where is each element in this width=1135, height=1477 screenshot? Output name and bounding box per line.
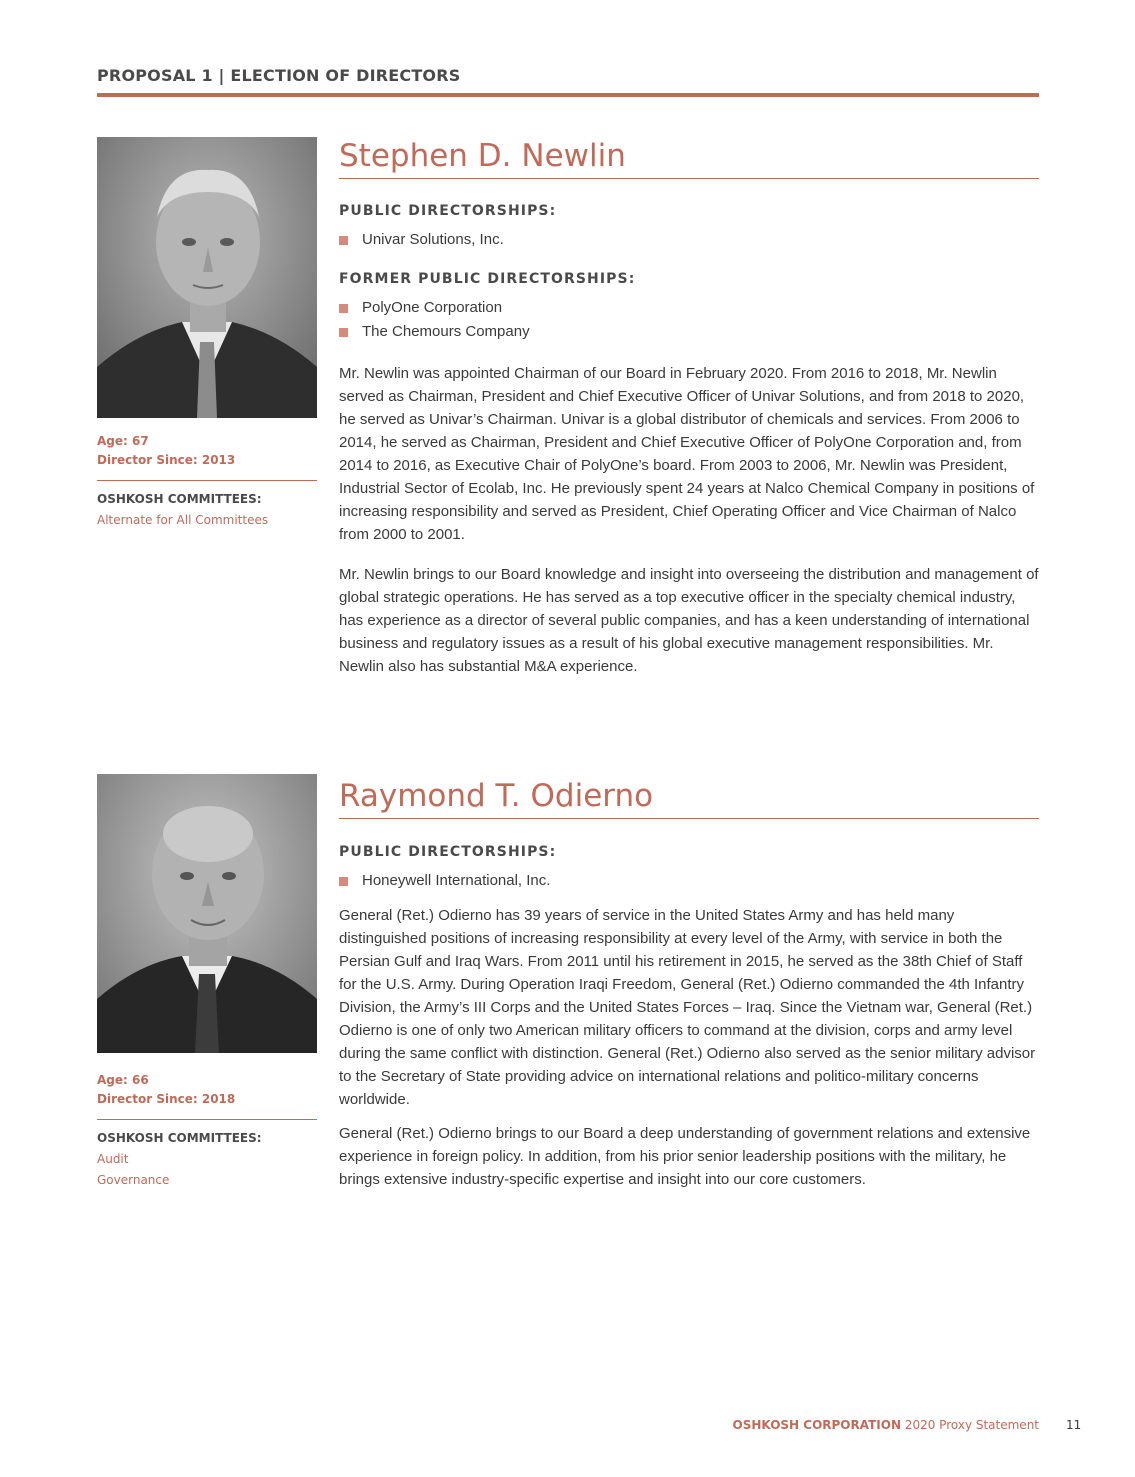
committee-item: Governance: [97, 1173, 170, 1187]
list-item: Univar Solutions, Inc.: [339, 228, 1039, 252]
director-meta-newlin: [97, 432, 317, 531]
meta-rule: [97, 480, 317, 481]
name-rule: [339, 178, 1039, 179]
director-age: Age: 66: [97, 1073, 149, 1087]
director-photo-odierno: [97, 774, 317, 1053]
director-meta-odierno: [97, 1071, 317, 1191]
footer: [640, 1418, 1039, 1432]
director-name: Raymond T. Odierno: [339, 778, 654, 814]
director-content-odierno: [339, 776, 1039, 1191]
public-directorships-list: [339, 869, 1039, 893]
director-age: Age: 67: [97, 434, 149, 448]
header-rule: [97, 93, 1039, 97]
committees-heading: OSHKOSH COMMITTEES:: [97, 492, 262, 506]
list-item: Honeywell International, Inc.: [339, 869, 1039, 893]
director-content-newlin: [339, 136, 1039, 678]
former-directorships-heading: FORMER PUBLIC DIRECTORSHIPS:: [339, 271, 636, 287]
bio-paragraph: General (Ret.) Odierno brings to our Board a deep understanding of government relations and extensive experience in foreign policy. In addition, from his prior senior leadership positions with the military, he brings extensive industry-specific expertise and insight into our core customers.: [339, 1125, 1031, 1188]
director-name: Stephen D. Newlin: [339, 138, 626, 174]
public-directorships-heading: PUBLIC DIRECTORSHIPS:: [339, 844, 557, 860]
former-directorships-list: [339, 296, 1039, 344]
committee-item: Audit: [97, 1152, 129, 1166]
bio-paragraph: Mr. Newlin brings to our Board knowledge and insight into overseeing the distribution and management of global strategic operations. He has served as a top executive officer in the specialty chemical industry, has experience as a director of several public companies, and has a keen understanding of international business and regulatory issues as a result of his global executive management responsibilities. Mr. Newlin also has substantial M&A experience.: [339, 566, 1039, 675]
director-since: Director Since: 2013: [97, 453, 236, 467]
committee-item: Alternate for All Committees: [97, 513, 269, 527]
name-rule: [339, 818, 1039, 819]
meta-rule: [97, 1119, 317, 1120]
section-header: PROPOSAL 1 | ELECTION OF DIRECTORS: [97, 66, 461, 85]
list-item: The Chemours Company: [339, 320, 1039, 344]
committees-heading: OSHKOSH COMMITTEES:: [97, 1131, 262, 1145]
director-since: Director Since: 2018: [97, 1092, 236, 1106]
bio-paragraph: General (Ret.) Odierno has 39 years of service in the United States Army and has held many distinguished positions of increasing responsibility at every level of the Army, with service in both the Persian Gulf and Iraq Wars. From 2011 until his retirement in 2015, he served as the 38th Chief of Staff for the U.S. Army. During Operation Iraqi Freedom, General (Ret.) Odierno commanded the 4th Infantry Division, the Army’s III Corps and the United States Forces – Iraq. Since the Vietnam war, General (Ret.) Odierno is one of only two American military officers to command at the division, corps and army level during the same conflict with distinction. General (Ret.) Odierno also served as the senior military advisor to the Secretary of State providing advice on international relations and politico-military concerns worldwide.: [339, 907, 1036, 1108]
page-number: 11: [1066, 1418, 1082, 1432]
list-item: PolyOne Corporation: [339, 296, 1039, 320]
director-photo-newlin: [97, 137, 317, 418]
footer-company: OSHKOSH CORPORATION: [732, 1418, 901, 1432]
bio-paragraph: Mr. Newlin was appointed Chairman of our Board in February 2020. From 2016 to 2018, Mr. Newlin served as Chairman, President and Chief Executive Officer of Univar Solutions, and from 2018 to 2020, he served as Univar’s Chairman. Univar is a global distributor of chemicals and services. From 2006 to 2014, he served as Chairman, President and Chief Executive Officer of PolyOne Corporation and, from 2014 to 2016, as Executive Chair of PolyOne’s board. From 2003 to 2006, Mr. Newlin was President, Industrial Sector of Ecolab, Inc. He previously spent 24 years at Nalco Chemical Company in positions of increasing responsibility and served as President, Chief Operating Officer and Vice Chairman of Nalco from 2000 to 2001.: [339, 365, 1035, 543]
footer-doc: 2020 Proxy Statement: [901, 1418, 1039, 1432]
public-directorships-heading: PUBLIC DIRECTORSHIPS:: [339, 203, 557, 219]
public-directorships-list: [339, 228, 1039, 252]
